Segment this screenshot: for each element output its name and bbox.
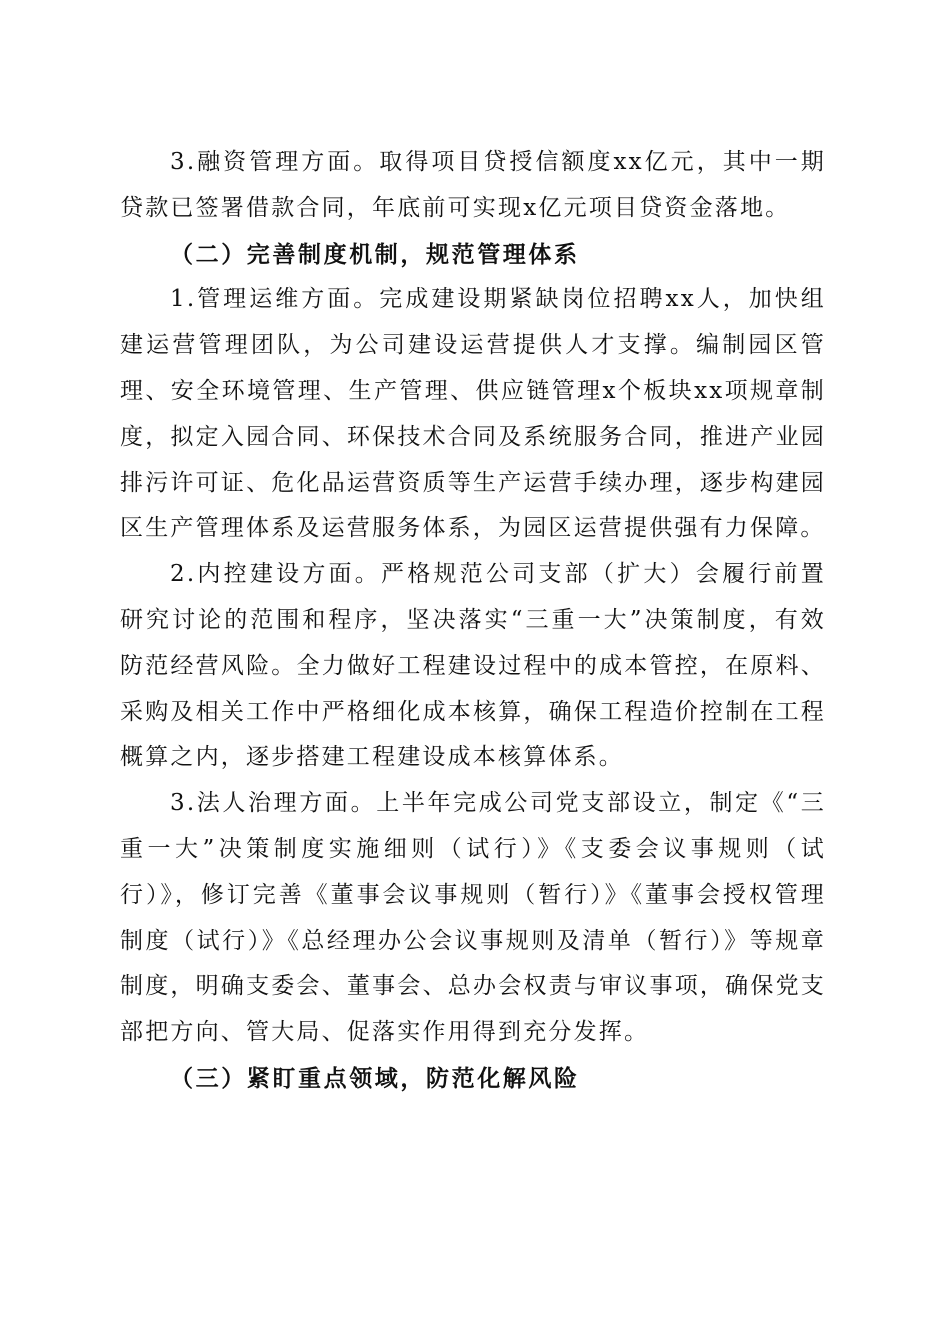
paragraph-financing-management: 3.融资管理方面。取得项目贷授信额度xx亿元，其中一期贷款已签署借款合同，年底前可实现x亿元项目贷资金落地。 (120, 149, 826, 221)
paragraph-internal-control: 2.内控建设方面。严格规范公司支部（扩大）会履行前置研究讨论的范围和程序，坚决落实“三重一大”决策制度，有效防范经营风险。全力做好工程建设过程中的成本管控，在原料、采购及相关工作中严格细化成本核算，确保工程造价控制在工程概算之内，逐步搭建工程建设成本核算体系。 (120, 561, 826, 771)
paragraph-operations-management: 1.管理运维方面。完成建设期紧缺岗位招聘xx人，加快组建运营管理团队，为公司建设运营提供人才支撑。编制园区管理、安全环境管理、生产管理、供应链管理x个板块xx项规章制度，拟定入园合同、环保技术合同及系统服务合同，推进产业园排污许可证、危化品运营资质等生产运营手续办理，逐步构建园区生产管理体系及运营服务体系，为园区运营提供强有力保障。 (120, 286, 826, 542)
section-heading-3: （三）紧盯重点领域，防范化解风险 (170, 1064, 580, 1092)
section-heading-2: （二）完善制度机制，规范管理体系 (170, 240, 580, 268)
document-body (120, 140, 826, 1102)
paragraph-corporate-governance: 3.法人治理方面。上半年完成公司党支部设立，制定《“三重一大”决策制度实施细则（试行）》《支委会议事规则（试行）》，修订完善《董事会议事规则（暂行）》《董事会授权管理制度（试行）》《总经理办公会议事规则及清单（暂行）》等规章制度，明确支委会、董事会、总办会权责与审议事项，确保党支部把方向、管大局、促落实作用得到充分发挥。 (120, 790, 826, 1046)
